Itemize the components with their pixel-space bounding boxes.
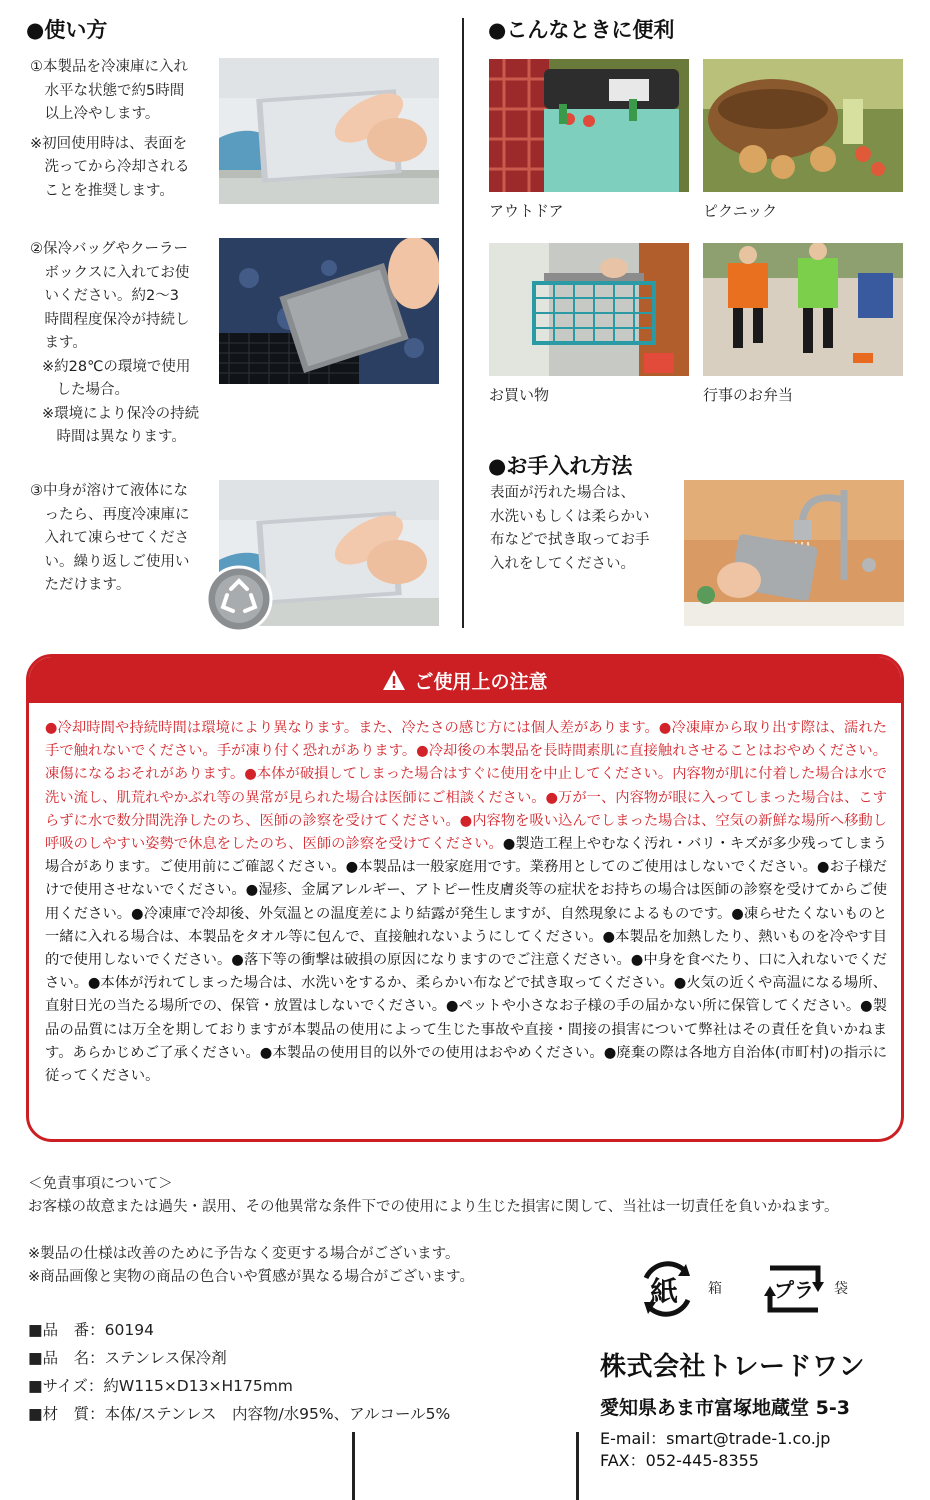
spec-value: 60194 bbox=[104, 1321, 154, 1339]
step2-line: ます。 bbox=[30, 335, 87, 351]
caption-school-event: 行事のお弁当 bbox=[703, 386, 794, 404]
spec-change-note: ※製品の仕様は改善のために予告なく変更する場合がございます。 bbox=[28, 1246, 460, 1262]
company-address: 愛知県あま市富塚地蔵堂 5-3 bbox=[600, 1397, 850, 1419]
step1-line: 以上冷やします。 bbox=[30, 106, 160, 122]
care-line: 水洗いもしくは柔らかい bbox=[490, 508, 650, 525]
paper-recycle-mark bbox=[636, 1258, 698, 1324]
fold-line-left bbox=[352, 1432, 355, 1500]
caution-header bbox=[29, 657, 901, 703]
care-line: 入れをしてください。 bbox=[490, 555, 635, 572]
convenient-heading: ●こんなときに便利 bbox=[488, 18, 675, 42]
column-divider bbox=[462, 18, 464, 628]
company-name: 株式会社トレードワン bbox=[600, 1352, 866, 1382]
step3-line: ったら、再度冷凍庫に bbox=[30, 506, 190, 523]
spec-list bbox=[28, 1316, 588, 1428]
spec-value: 本体/ステンレス 内容物/水95%、アルコール5% bbox=[104, 1405, 451, 1423]
fold-line-right bbox=[576, 1432, 579, 1500]
spec-label: ■サイズ： bbox=[28, 1377, 104, 1395]
outdoor-photo bbox=[489, 59, 689, 192]
spec-label: ■品 名： bbox=[28, 1349, 105, 1367]
care-heading: ●お手入れ方法 bbox=[488, 454, 633, 478]
plastic-mark-label: 袋 bbox=[834, 1281, 848, 1297]
caution-text-black: ●製造工程上やむなく汚れ・バリ・キズが多少残ってしまう場合があります。ご使用前にご確認ください。●本製品は一般家庭用です。業務用としてのご使用はしないでください。●お子様だけで使用させないでください。●湿疹、金属アレルギー、アトピー性皮膚炎等の症状をお持ちの場合は医師の診察を受けてからご使用ください。●冷凍庫で冷却後、外気温との温度差により結露が発生しますが、自然現象によるものです。●凍らせたくないものと一緒に入れる場合は、本製品をタオル等に包んで、直接触れないようにしてください。●本製品を加熱したり、熱いものを冷やす目的で使用しないでください。●落下等の衝撃は破損の原因になりますのでご注意ください。●中身を食べたり、口に入れないでください。●本体が汚れてしまった場合は、水洗いをするか、柔らかい布などで拭き取ってください。●火気の近くや高温になる場所、直射日光の当たる場所での、保管・放置はしないでください。●ペットや小さなお子様の手の届かない所に保管してください。●製品の品質には万全を期しておりますが本製品の使用によって生じた事故や直接・間接の損害について弊社はその責任を負いかねます。あらかじめご了承ください。●本製品の使用目的以外での使用はおやめください。●廃棄の際は各地方自治体(市町村)の指示に従ってください。 bbox=[45, 836, 887, 1085]
step1-line: ①本製品を冷凍庫に入れ bbox=[30, 59, 188, 75]
disclaimer-text: お客様の故意または過失・誤用、その他異常な条件下での使用により生じた損害に関して、当社は一切責任を負いかねます。 bbox=[28, 1199, 839, 1215]
step3-line: い。繰り返しご使用い bbox=[30, 553, 190, 570]
usage-step-2 bbox=[30, 238, 220, 450]
washing-photo bbox=[684, 480, 904, 626]
spec-row-code bbox=[28, 1316, 588, 1344]
spec-row-material bbox=[28, 1400, 588, 1428]
step1-line: 水平な状態で約5時間 bbox=[30, 82, 185, 99]
company-email: E-mail：smart@trade-1.co.jp bbox=[600, 1429, 831, 1448]
recycle-icon bbox=[205, 565, 273, 637]
plastic-recycle-mark bbox=[762, 1258, 826, 1324]
caution-text-red: ●冷却時間や持続時間は環境により異なります。また、冷たさの感じ方には個人差があります。●冷凍庫から取り出す際は、濡れた手で触れないでください。手が凍り付く恐れがあります。●冷却後の本製品を長時間素肌に直接触れさせることはおやめください。凍傷になるおそれがあります。●本体が破損してしまった場合はすぐに使用を中止してください。内容物が肌に付着した場合は水で洗い流し、肌荒れやかぶれ等の異常が見られた場合は医師にご相談ください。●万が一、内容物が眼に入ってしまった場合は、こすらずに水で数分間洗浄したのち、医師の診察を受けてください。●内容物を吸い込んでしまった場合は、空気の新鮮な場所へ移動し呼吸のしやすい姿勢で休息をしたのち、医師の診察を受けてください。 bbox=[45, 720, 887, 853]
step2-note-line: ※環境により保冷の持続 bbox=[42, 405, 200, 422]
step2-line: ボックスに入れてお使 bbox=[30, 264, 190, 281]
picnic-photo bbox=[703, 59, 903, 192]
color-difference-note: ※商品画像と実物の商品の色合いや質感が異なる場合がございます。 bbox=[28, 1269, 474, 1285]
caution-text bbox=[45, 717, 887, 1088]
disclaimer-heading: ＜免責事項について＞ bbox=[28, 1176, 173, 1192]
caption-outdoor: アウトドア bbox=[489, 202, 564, 220]
company-fax: FAX：052-445-8355 bbox=[600, 1451, 759, 1470]
care-text bbox=[490, 482, 680, 576]
usage-step-1 bbox=[30, 56, 220, 203]
spec-row-size bbox=[28, 1372, 588, 1400]
step3-line: 入れて凍らせてくださ bbox=[30, 530, 190, 546]
step2-line: いください。約2～3 bbox=[30, 288, 179, 304]
usage-step-3 bbox=[30, 480, 220, 598]
warning-icon bbox=[382, 669, 406, 691]
caption-shopping: お買い物 bbox=[489, 386, 550, 404]
care-line: 表面が汚れた場合は、 bbox=[490, 485, 635, 501]
plastic-mark-text: プラ bbox=[774, 1278, 814, 1302]
step2-line: 時間程度保冷が持続し bbox=[30, 311, 190, 328]
spec-row-name bbox=[28, 1344, 588, 1372]
step3-line: ③中身が溶けて液体にな bbox=[30, 483, 188, 499]
shopping-photo bbox=[489, 243, 689, 376]
company-contact bbox=[600, 1428, 830, 1472]
freezer-photo bbox=[219, 58, 439, 204]
spec-label: ■材 質： bbox=[28, 1405, 105, 1423]
step2-note-line: ※約28℃の環境で使用 bbox=[42, 358, 191, 375]
cooler-bag-photo bbox=[219, 238, 439, 384]
step1-note-line: ※初回使用時は、表面を bbox=[30, 135, 188, 152]
care-line: 布などで拭き取ってお手 bbox=[490, 532, 650, 548]
spec-label: ■品 番： bbox=[28, 1321, 105, 1339]
step1-note-line: ことを推奨します。 bbox=[30, 182, 174, 199]
spec-value: ステンレス保冷剤 bbox=[104, 1349, 227, 1367]
step2-line: ②保冷バッグやクーラー bbox=[30, 241, 188, 257]
paper-mark-label: 箱 bbox=[708, 1281, 722, 1297]
sports-event-photo bbox=[703, 243, 903, 376]
usage-heading: ●使い方 bbox=[26, 18, 108, 42]
caption-picnic: ピクニック bbox=[703, 202, 778, 220]
caution-title: ご使用上の注意 bbox=[414, 670, 548, 693]
caution-box bbox=[26, 654, 904, 1142]
step3-line: ただけます。 bbox=[30, 577, 131, 593]
step2-note-line: 時間は異なります。 bbox=[42, 429, 186, 445]
step2-note-line: した場合。 bbox=[42, 382, 129, 398]
spec-value: 約W115×D13×H175mm bbox=[103, 1377, 293, 1395]
step1-note-line: 洗ってから冷却される bbox=[30, 159, 190, 175]
paper-mark-text: 紙 bbox=[650, 1275, 679, 1308]
